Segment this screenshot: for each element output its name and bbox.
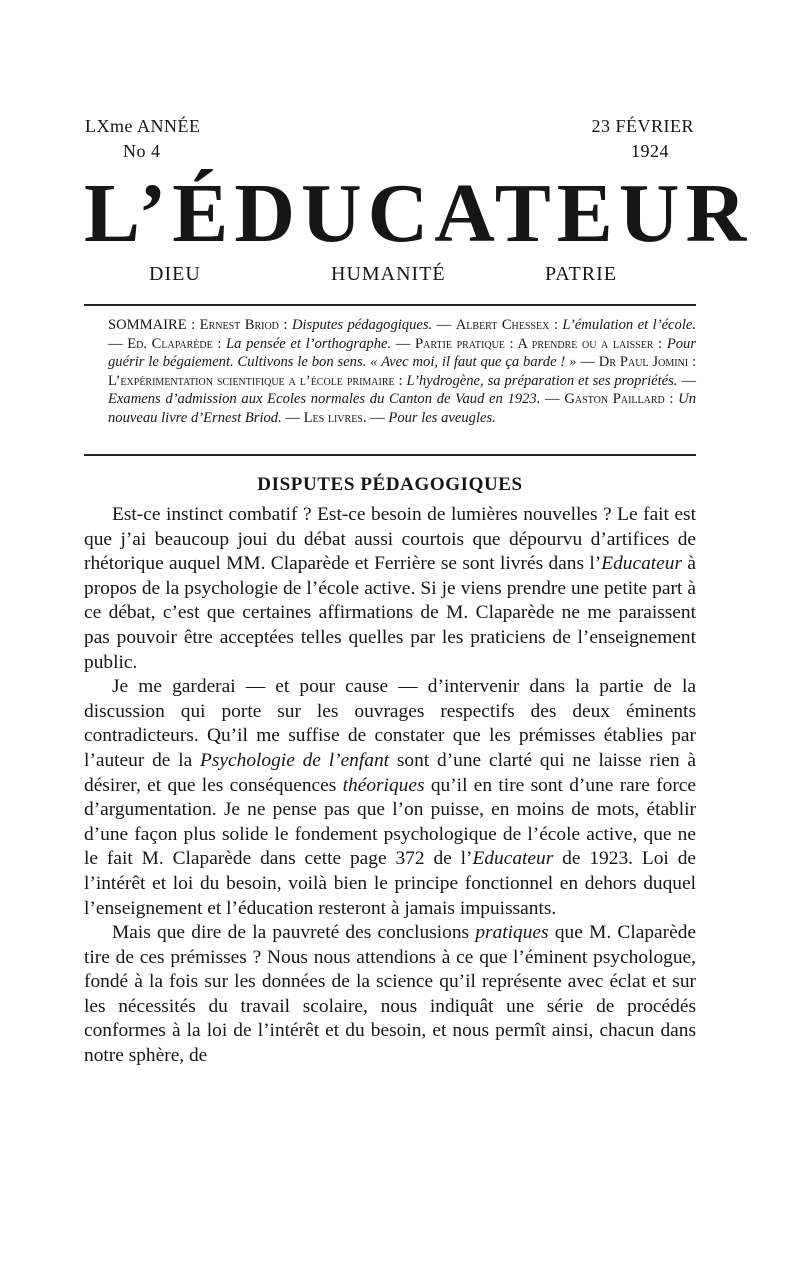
italic-text: théoriques: [342, 774, 425, 796]
small-caps-text: Ed. Claparède: [127, 335, 213, 352]
text-run: Mais que dire de la pauvreté des conclusions: [112, 922, 476, 944]
text-run: :: [688, 354, 697, 371]
divider-top: [84, 304, 696, 306]
italic-text: Educateur: [601, 553, 683, 575]
italic-text: Pour guérir le bégaiement. Cultivons le bon sens. « Avec moi, il faut que ça barde ! »: [108, 335, 696, 371]
italic-text: pratiques: [475, 922, 549, 944]
divider-bottom: [84, 454, 696, 456]
text-run: —: [108, 335, 128, 352]
text-run: :: [549, 317, 563, 333]
text-run: que M. Claparède tire de ces prémisses ? Nous nous attendions à ce que l’éminent psychologue, fondé à la fois sur les données de la science qu’il représente avec éclat et sur les nécessités du travail scolaire, nous indiquât une série de procédés conformes à la loi de l’intérêt et du besoin, et nous permît ainsi, chacun dans notre sphère, de: [84, 922, 697, 1067]
issue-year: 1924: [631, 141, 669, 161]
text-run: :: [394, 372, 407, 389]
issue-date: 23 FÉVRIER: [591, 116, 694, 136]
small-caps-text: Dr Paul Jomini: [598, 354, 689, 371]
italic-text: Psychologie de l’enfant: [200, 749, 390, 771]
volume-year: LXme ANNÉE: [85, 116, 201, 136]
text-run: :: [664, 391, 679, 408]
small-caps-text: Ernest Briod: [199, 317, 279, 333]
text-run: —: [677, 372, 696, 389]
italic-text: Pour les aveugles.: [388, 409, 496, 426]
text-run: —: [432, 317, 456, 333]
motto-word: PATRIE: [545, 263, 617, 285]
summary-entries: [108, 317, 696, 426]
text-run: qu’il en tire sont d’une rare force d’argumentation. Je ne pense pas que l’on puisse, en moins de mots, établir d’une façon plus solide le fondement psychologique de l’école active, que ne le fait M. Claparède dans cette page 372 de l’: [84, 774, 697, 870]
text-run: :: [653, 335, 667, 352]
text-run: :: [212, 335, 227, 352]
text-run: Je me garderai — et pour cause — d’intervenir dans la partie de la discussion qui porte sur les ouvrages respectifs des deux éminents contradicteurs. Qu’il me suffise de constater que les prémisses établies par l’auteur de la: [84, 676, 696, 771]
text-run: —: [391, 335, 415, 352]
text-run: Est-ce instinct combatif ? Est-ce besoin de lumières nouvelles ? Le fait est que j’ai beaucoup joui du débat aussi courtois que dépourvu d’artifices de rhétorique auquel MM. Claparède et Ferrière se sont livrés dans l’: [84, 504, 696, 575]
small-caps-text: L’expérimentation scientifique a l’école primaire: [108, 372, 395, 389]
text-run: —: [540, 391, 565, 408]
text-run: :: [278, 317, 292, 333]
italic-text: Educateur: [472, 848, 554, 870]
summary-label: SOMMAIRE :: [108, 317, 196, 333]
article-paragraph: [84, 921, 696, 1069]
article-body: [84, 503, 696, 1069]
article-title: DISPUTES PÉDAGOGIQUES: [257, 474, 523, 495]
italic-text: Un nouveau livre d’Ernest Briod.: [108, 391, 697, 426]
italic-text: L’émulation et l’école.: [562, 317, 697, 333]
italic-text: Disputes pédagogiques.: [291, 317, 433, 333]
masthead-title: L’ÉDUCATEUR: [84, 167, 753, 260]
small-caps-text: Les livres.: [303, 409, 367, 426]
motto-word: DIEU: [149, 263, 201, 285]
small-caps-text: Albert Chessex: [455, 317, 550, 333]
text-run: sont d’une clarté qui ne laisse rien à désirer, et que les conséquences: [84, 749, 696, 796]
italic-text: La pensée et l’orthographe.: [226, 335, 392, 352]
table-of-contents: [108, 316, 696, 428]
issue-number: No 4: [123, 141, 161, 161]
text-run: —: [366, 409, 389, 426]
text-run: à propos de la psychologie de l’école active. Si je viens prendre une petite part à ce débat, c’est que certaines affirmations de M. Claparède ne me paraissent pas pouvoir être acceptées telles quelles par les praticiens de l’enseignement public.: [84, 553, 696, 673]
text-run: —: [281, 409, 304, 426]
italic-text: L’hydrogène, sa préparation et ses propriétés.: [406, 372, 678, 389]
text-run: de 1923. Loi de l’intérêt et loi du besoin, voilà bien le principe fonctionnel en dehors duquel l’enseignement et l’éducation resteront à jamais impuissants.: [84, 848, 696, 919]
text-run: —: [576, 354, 599, 371]
article-paragraph: [84, 675, 696, 921]
article-paragraph: [84, 503, 696, 675]
motto-word: HUMANITÉ: [331, 263, 446, 285]
small-caps-text: Gaston Paillard: [564, 391, 665, 408]
italic-text: Examens d’admission aux Ecoles normales du Canton de Vaud en 1923.: [108, 391, 541, 408]
small-caps-text: Partie pratique : A prendre ou a laisser: [414, 335, 654, 352]
